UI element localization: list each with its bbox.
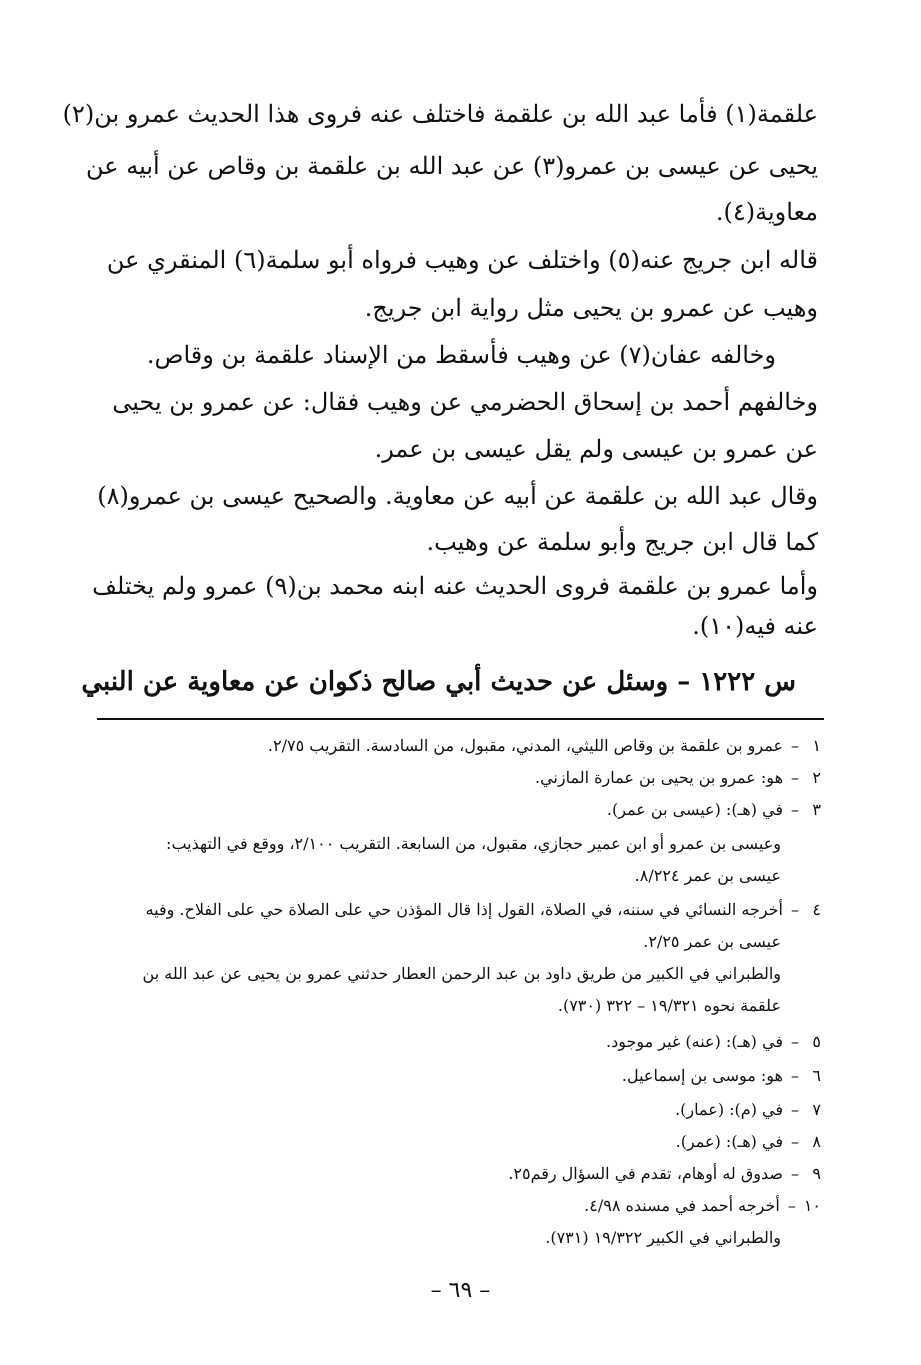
footnote-9: ٩–صدوق له أوهام، تقدم في السؤال رقم٢٥.	[121, 1160, 821, 1188]
footnote-text: هو: موسى بن إسماعيل.	[621, 1066, 783, 1085]
footnote-5: ٥–في (هـ): (عنه) غير موجود.	[121, 1028, 821, 1056]
footnote-text: في (هـ): (عنه) غير موجود.	[606, 1032, 783, 1051]
main-text-line-2: يحيى عن عيسى بن عمرو(٣) عن عبد الله بن علقمة بن وقاص عن أبيه عن	[85, 152, 818, 180]
main-text-line-9: وقال عبد الله بن علقمة عن أبيه عن معاوية. والصحيح عيسى بن عمرو(٨)	[97, 482, 818, 510]
footnote-text: أخرجه النسائي في سننه، في الصلاة، القول إذا قال المؤذن حي على الصلاة حي على الفلاح. وفيه	[145, 900, 783, 919]
footnote-8: ٨–في (هـ): (عمر).	[121, 1128, 821, 1156]
footnote-6: ٦–هو: موسى بن إسماعيل.	[121, 1062, 821, 1090]
main-text-line-6: وخالفه عفان(٧) عن وهيب فأسقط من الإسناد علقمة بن وقاص.	[146, 341, 776, 369]
footnote-4: ٤–أخرجه النسائي في سننه، في الصلاة، القول إذا قال المؤذن حي على الصلاة حي على الفلاح. وفيه	[101, 896, 821, 924]
footnote-text: أخرجه أحمد في مسنده ٤/٩٨.	[584, 1196, 780, 1215]
footnote-number: ٥	[812, 1032, 821, 1051]
footnote-number: ١٠	[803, 1196, 821, 1215]
footnote-text: في (م): (عمار).	[675, 1100, 783, 1119]
main-text-line-11: وأما عمرو بن علقمة فروى الحديث عنه ابنه محمد بن(٩) عمرو ولم يختلف	[92, 572, 818, 600]
footnote-divider	[97, 718, 824, 720]
footnote-4-continued: عيسى بن عمر ٢/٢٥.	[643, 932, 781, 951]
footnote-1: ١–عمرو بن علقمة بن وقاص الليثي، المدني، مقبول، من السادسة. التقريب ٢/٧٥.	[121, 732, 821, 760]
footnote-10-continued: والطبراني في الكبير ١٩/٣٢٢ (٧٣١).	[545, 1228, 781, 1247]
footnote-text: صدوق له أوهام، تقدم في السؤال رقم٢٥.	[508, 1164, 783, 1183]
main-text-line-5: وهيب عن عمرو بن يحيى مثل رواية ابن جريج.	[364, 294, 818, 322]
footnote-text: في (هـ): (عيسى بن عمر).	[606, 800, 783, 819]
footnote-4-continued: علقمة نحوه ١٩/٣٢١ – ٣٢٢ (٧٣٠).	[557, 996, 781, 1015]
footnote-10: ١٠–أخرجه أحمد في مسنده ٤/٩٨.	[121, 1192, 821, 1220]
footnote-number: ٩	[812, 1164, 821, 1183]
footnote-7: ٧–في (م): (عمار).	[121, 1096, 821, 1124]
footnote-text: في (هـ): (عمر).	[675, 1132, 783, 1151]
footnote-number: ١	[812, 736, 821, 755]
footnote-3-continued: وعيسى بن عمرو أو ابن عمير حجازي، مقبول، من السابعة. التقريب ٢/١٠٠، ووقع في التهذيب:	[166, 834, 781, 853]
footnote-number: ٣	[812, 800, 821, 819]
page-number: – ٦٩ –	[430, 1278, 491, 1303]
main-text-line-10: كما قال ابن جريج وأبو سلمة عن وهيب.	[426, 528, 818, 556]
footnote-number: ٤	[812, 900, 821, 919]
main-text-line-7: وخالفهم أحمد بن إسحاق الحضرمي عن وهيب فقال: عن عمرو بن يحيى	[112, 388, 818, 416]
footnote-number: ٨	[812, 1132, 821, 1151]
main-text-line-12: عنه فيه(١٠).	[692, 612, 818, 640]
footnote-text: عمرو بن علقمة بن وقاص الليثي، المدني، مقبول، من السادسة. التقريب ٢/٧٥.	[267, 736, 783, 755]
main-text-line-4: قاله ابن جريج عنه(٥) واختلف عن وهيب فرواه أبو سلمة(٦) المنقري عن	[106, 246, 818, 274]
footnote-number: ٢	[812, 768, 821, 787]
question-heading: س ١٢٢٢ – وسئل عن حديث أبي صالح ذكوان عن معاوية عن النبي	[81, 667, 796, 697]
footnote-number: ٧	[812, 1100, 821, 1119]
footnote-number: ٦	[812, 1066, 821, 1085]
main-text-line-8: عن عمرو بن عيسى ولم يقل عيسى بن عمر.	[374, 435, 818, 463]
main-text-line-1: علقمة(١) فأما عبد الله بن علقمة فاختلف عنه فروى هذا الحديث عمرو بن(٢)	[62, 100, 818, 128]
footnote-2: ٢–هو: عمرو بن يحيى بن عمارة المازني.	[121, 764, 821, 792]
main-text-line-3: معاوية(٤).	[715, 198, 818, 226]
footnote-3: ٣–في (هـ): (عيسى بن عمر).	[121, 796, 821, 824]
footnote-3-continued: عيسى بن عمر ٨/٢٢٤.	[634, 866, 781, 885]
footnote-text: هو: عمرو بن يحيى بن عمارة المازني.	[535, 768, 783, 787]
footnote-4-continued: والطبراني في الكبير من طريق داود بن عبد الرحمن العطار حدثني عمرو بن يحيى عن عبد الله بن	[142, 964, 781, 983]
